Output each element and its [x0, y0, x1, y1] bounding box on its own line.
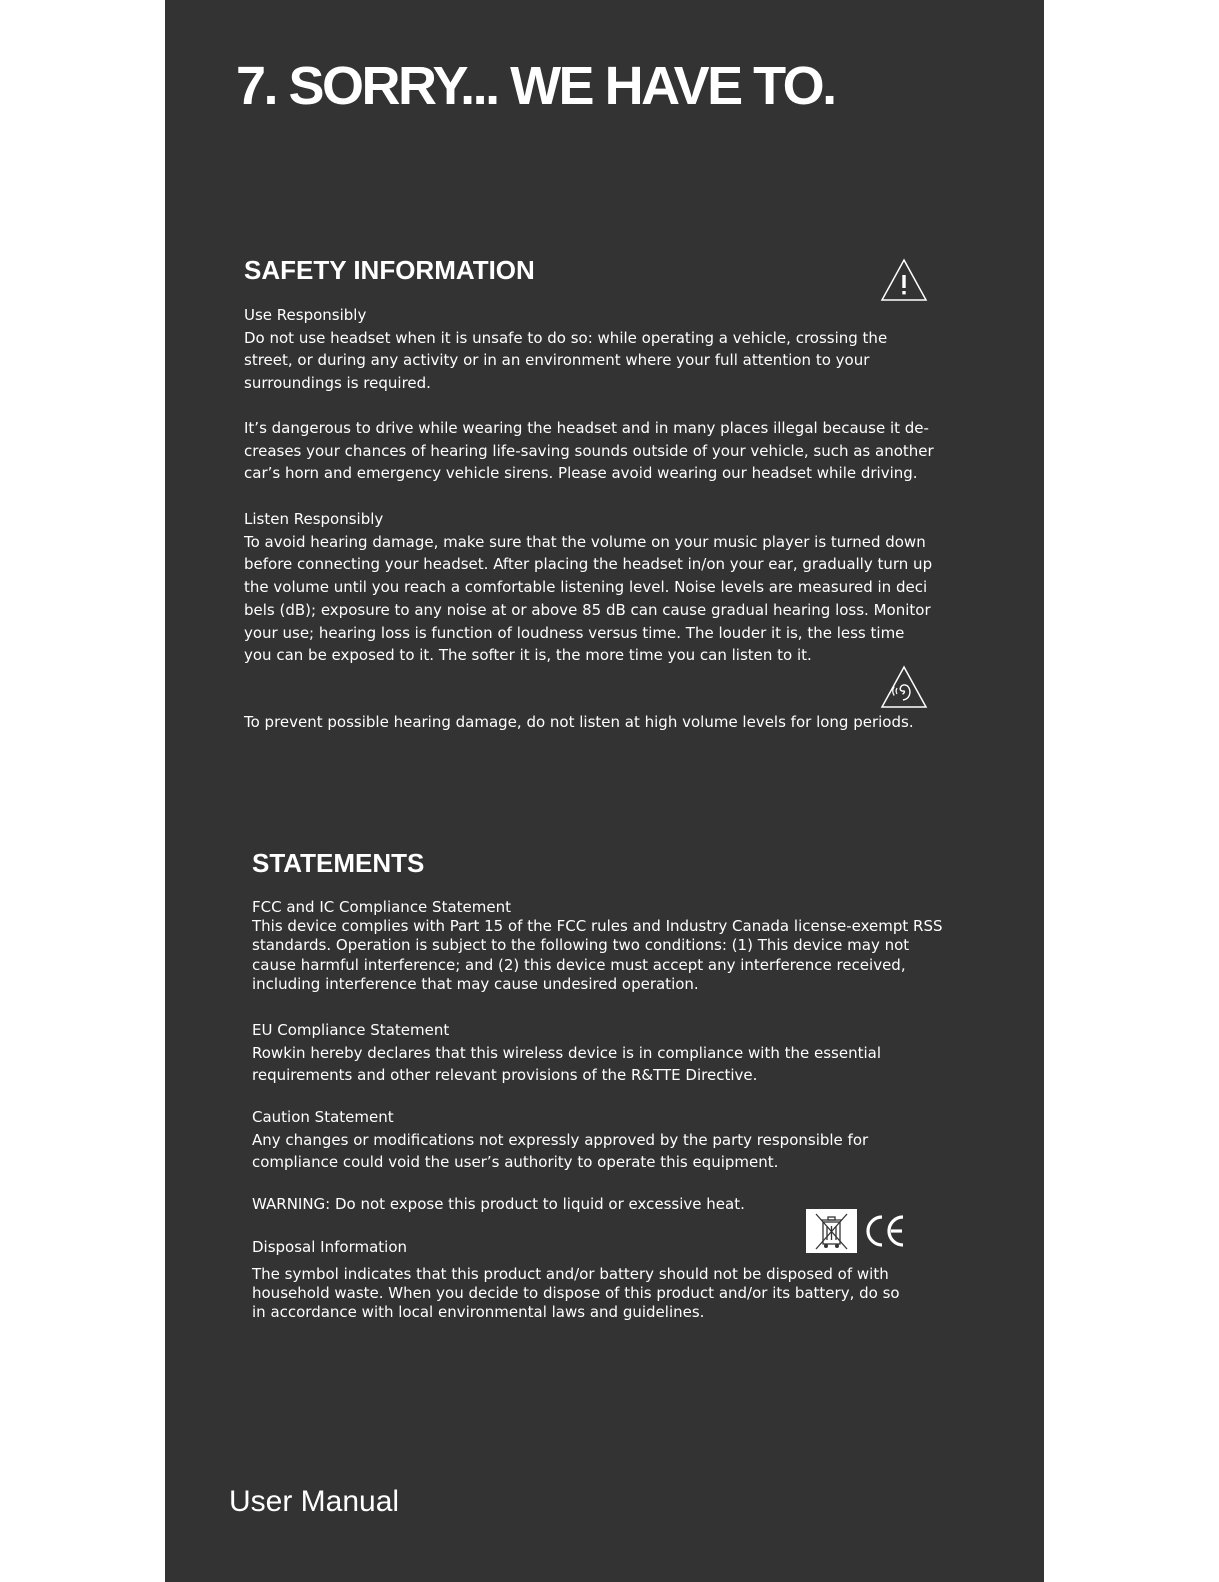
disposal-label-block [252, 1236, 652, 1259]
listen-responsibly-text: To avoid hearing damage, make sure that the volume on your music player is turned down before connecting your headset. After placing the headset in/on your ear, gradually turn up the volume until you reach a comfortable listening level. Noise levels are measured in deci bels (dB); exposure to any noise at or above 85 dB can cause gradual hearing loss. Monitor your use; hearing loss is function of loudness versus time. The louder it is, the less time you can be exposed to it. The softer it is, the more time you can listen to it. [244, 532, 933, 665]
use-responsibly-label: Use Responsibly [244, 306, 367, 324]
footer-user-manual: User Manual [229, 1485, 400, 1518]
warning-triangle-icon [880, 258, 928, 302]
volume-warning-block [244, 711, 944, 734]
eu-block [252, 1019, 912, 1087]
listen-responsibly-block [244, 508, 934, 667]
driving-block [244, 417, 934, 485]
disposal-block [252, 1265, 902, 1323]
warning-block [252, 1193, 852, 1216]
fcc-block [252, 898, 952, 994]
weee-bin-icon [806, 1209, 857, 1253]
eu-label: EU Compliance Statement [252, 1021, 450, 1039]
safety-heading: SAFETY INFORMATION [244, 255, 535, 285]
statements-heading: STATEMENTS [252, 848, 425, 878]
caution-text: Any changes or modifications not expressly approved by the party responsible for compliance could void the user’s authority to operate this equipment. [252, 1130, 869, 1172]
manual-page [165, 0, 1044, 1582]
listen-responsibly-label: Listen Responsibly [244, 510, 384, 528]
driving-text: It’s dangerous to drive while wearing the headset and in many places illegal because it de-creases your chances of hearing life-saving sounds outside of your vehicle, such as another car’s horn and emergency vehicle sirens. Please avoid wearing our headset while driving. [244, 419, 934, 483]
ce-mark-icon [864, 1213, 906, 1249]
hearing-warning-icon [880, 665, 928, 709]
fcc-label: FCC and IC Compliance Statement [252, 898, 511, 916]
page-title: 7. SORRY... WE HAVE TO. [236, 56, 835, 116]
caution-block [252, 1106, 912, 1174]
disposal-label: Disposal Information [252, 1238, 408, 1256]
caution-label: Caution Statement [252, 1108, 394, 1126]
disposal-text: The symbol indicates that this product and/or battery should not be disposed of with household waste. When you decide to dispose of this product and/or its battery, do so in accordance with local environmental laws and guidelines. [252, 1265, 900, 1322]
fcc-text: This device complies with Part 15 of the FCC rules and Industry Canada license-exempt RSS standards. Operation is subject to the following two conditions: (1) This device may not cause harmful interference; and (2) this device must accept any interference received, including interference that may cause undesired operation. [252, 917, 943, 993]
eu-text: Rowkin hereby declares that this wireless device is in compliance with the essential requirements and other relevant provisions of the R&TTE Directive. [252, 1043, 882, 1085]
use-responsibly-block [244, 304, 932, 395]
use-responsibly-text: Do not use headset when it is unsafe to do so: while operating a vehicle, crossing the street, or during any activity or in an environment where your full attention to your surroundings is required. [244, 328, 888, 393]
warning-text: WARNING: Do not expose this product to liquid or excessive heat. [252, 1195, 745, 1213]
volume-warning-text: To prevent possible hearing damage, do not listen at high volume levels for long periods. [244, 713, 914, 731]
